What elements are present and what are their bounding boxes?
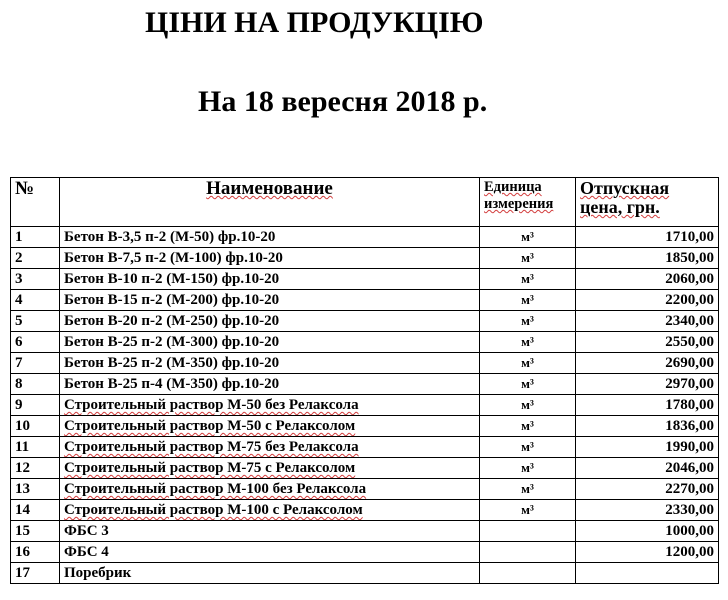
row-product-name bbox=[60, 395, 480, 416]
row-product-name-text: ФБС 3 bbox=[64, 523, 109, 539]
price-date: На 18 вересня 2018 р. bbox=[198, 85, 488, 118]
row-price: 2046,00 bbox=[576, 458, 719, 479]
row-product-name-text: Поребрик bbox=[64, 565, 132, 581]
row-unit: м³ bbox=[480, 479, 576, 500]
row-price: 2330,00 bbox=[576, 500, 719, 521]
row-number: 2 bbox=[11, 248, 60, 269]
row-price bbox=[576, 563, 719, 584]
table-row bbox=[11, 311, 719, 332]
page-title: ЦІНИ НА ПРОДУКЦІЮ bbox=[145, 6, 484, 39]
row-product-name-text: Строительный раствор М-50 с Релаксолом bbox=[64, 418, 356, 434]
row-price: 1850,00 bbox=[576, 248, 719, 269]
row-product-name-text: Бетон В-20 п-2 (М-250) фр.10-20 bbox=[64, 313, 280, 329]
row-product-name-text: Бетон В-10 п-2 (М-150) фр.10-20 bbox=[64, 271, 280, 287]
row-number: 6 bbox=[11, 332, 60, 353]
row-unit: м³ bbox=[480, 500, 576, 521]
row-number: 4 bbox=[11, 290, 60, 311]
row-unit: м³ bbox=[480, 458, 576, 479]
row-price: 2340,00 bbox=[576, 311, 719, 332]
table-row bbox=[11, 521, 719, 542]
row-price: 1990,00 bbox=[576, 437, 719, 458]
row-price: 2970,00 bbox=[576, 374, 719, 395]
row-unit bbox=[480, 521, 576, 542]
row-number: 12 bbox=[11, 458, 60, 479]
row-number: 7 bbox=[11, 353, 60, 374]
row-price: 2270,00 bbox=[576, 479, 719, 500]
table-row bbox=[11, 500, 719, 521]
row-product-name bbox=[60, 500, 480, 521]
row-number: 5 bbox=[11, 311, 60, 332]
row-product-name bbox=[60, 479, 480, 500]
row-product-name-text: Бетон В-15 п-2 (М-200) фр.10-20 bbox=[64, 292, 280, 308]
row-product-name bbox=[60, 458, 480, 479]
row-number: 17 bbox=[11, 563, 60, 584]
row-unit: м³ bbox=[480, 395, 576, 416]
row-price: 1200,00 bbox=[576, 542, 719, 563]
row-number: 11 bbox=[11, 437, 60, 458]
row-unit: м³ bbox=[480, 248, 576, 269]
row-unit: м³ bbox=[480, 227, 576, 248]
column-header-price-line1: Отпускная bbox=[580, 178, 670, 198]
row-unit bbox=[480, 542, 576, 563]
row-price: 1780,00 bbox=[576, 395, 719, 416]
row-unit: м³ bbox=[480, 437, 576, 458]
row-unit: м³ bbox=[480, 311, 576, 332]
row-number: 16 bbox=[11, 542, 60, 563]
table-row bbox=[11, 542, 719, 563]
column-header-price-line2: цена, грн. bbox=[580, 197, 660, 217]
row-number: 10 bbox=[11, 416, 60, 437]
row-product-name bbox=[60, 416, 480, 437]
row-price: 2550,00 bbox=[576, 332, 719, 353]
table-header-row bbox=[11, 178, 719, 227]
row-product-name-text: Бетон В-25 п-2 (М-350) фр.10-20 bbox=[64, 355, 280, 371]
row-product-name bbox=[60, 353, 480, 374]
row-product-name bbox=[60, 563, 480, 584]
row-number: 15 bbox=[11, 521, 60, 542]
column-header-name bbox=[60, 178, 480, 227]
row-number: 9 bbox=[11, 395, 60, 416]
row-product-name bbox=[60, 290, 480, 311]
row-price: 1000,00 bbox=[576, 521, 719, 542]
table-row bbox=[11, 248, 719, 269]
row-unit: м³ bbox=[480, 332, 576, 353]
row-product-name-text: Строительный раствор М-75 без Релаксола bbox=[64, 439, 359, 455]
column-header-unit-line1: Единица bbox=[484, 179, 542, 195]
row-product-name-text: ФБС 4 bbox=[64, 544, 109, 560]
table-row bbox=[11, 479, 719, 500]
row-product-name-text: Строительный раствор М-100 с Релаксолом bbox=[64, 502, 363, 518]
row-product-name bbox=[60, 542, 480, 563]
row-number: 13 bbox=[11, 479, 60, 500]
row-unit: м³ bbox=[480, 353, 576, 374]
row-number: 14 bbox=[11, 500, 60, 521]
row-product-name-text: Бетон В-25 п-2 (М-300) фр.10-20 bbox=[64, 334, 280, 350]
table-row bbox=[11, 374, 719, 395]
row-product-name bbox=[60, 437, 480, 458]
row-product-name-text: Бетон В-3,5 п-2 (М-50) фр.10-20 bbox=[64, 229, 276, 245]
column-header-unit-line2: измерения bbox=[484, 196, 554, 212]
row-product-name bbox=[60, 332, 480, 353]
table-row bbox=[11, 563, 719, 584]
row-unit bbox=[480, 563, 576, 584]
table-row bbox=[11, 458, 719, 479]
row-product-name-text: Строительный раствор М-50 без Релаксола bbox=[64, 397, 359, 413]
column-header-name-text: Наименование bbox=[206, 178, 333, 199]
row-number: 1 bbox=[11, 227, 60, 248]
row-product-name-text: Строительный раствор М-75 с Релаксолом bbox=[64, 460, 356, 476]
row-number: 3 bbox=[11, 269, 60, 290]
row-price: 1836,00 bbox=[576, 416, 719, 437]
table-row bbox=[11, 416, 719, 437]
row-price: 2060,00 bbox=[576, 269, 719, 290]
row-product-name bbox=[60, 248, 480, 269]
table-body bbox=[11, 227, 719, 584]
row-number: 8 bbox=[11, 374, 60, 395]
row-unit: м³ bbox=[480, 269, 576, 290]
table-row bbox=[11, 227, 719, 248]
table-row bbox=[11, 269, 719, 290]
row-unit: м³ bbox=[480, 290, 576, 311]
column-header-unit bbox=[480, 178, 576, 227]
row-product-name-text: Строительный раствор М-100 без Релаксола bbox=[64, 481, 367, 497]
row-product-name-text: Бетон В-25 п-4 (М-350) фр.10-20 bbox=[64, 376, 280, 392]
row-product-name bbox=[60, 521, 480, 542]
row-unit: м³ bbox=[480, 416, 576, 437]
row-price: 1710,00 bbox=[576, 227, 719, 248]
row-product-name bbox=[60, 269, 480, 290]
row-price: 2690,00 bbox=[576, 353, 719, 374]
table-row bbox=[11, 332, 719, 353]
row-product-name-text: Бетон В-7,5 п-2 (М-100) фр.10-20 bbox=[64, 250, 283, 266]
column-header-price bbox=[576, 178, 719, 227]
table-row bbox=[11, 353, 719, 374]
row-price: 2200,00 bbox=[576, 290, 719, 311]
column-header-number: № bbox=[11, 178, 60, 227]
row-unit: м³ bbox=[480, 374, 576, 395]
row-product-name bbox=[60, 311, 480, 332]
table-row bbox=[11, 437, 719, 458]
table-row bbox=[11, 290, 719, 311]
table-row bbox=[11, 395, 719, 416]
price-table bbox=[10, 177, 719, 584]
row-product-name bbox=[60, 227, 480, 248]
row-product-name bbox=[60, 374, 480, 395]
